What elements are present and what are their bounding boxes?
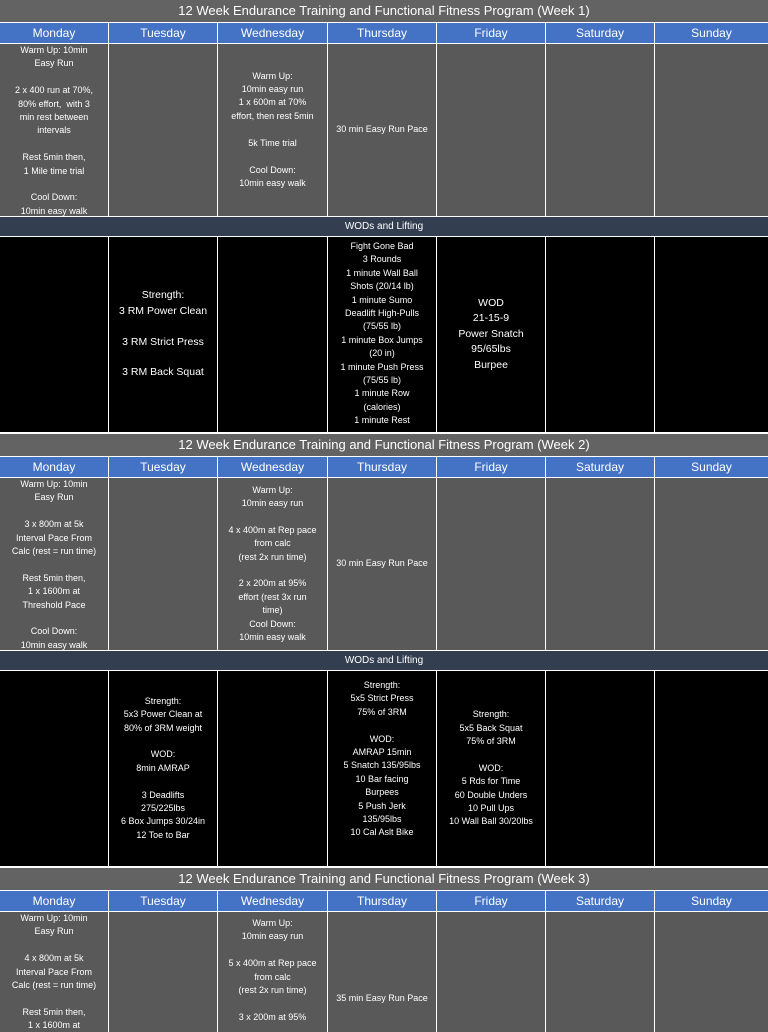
wods-lifting-header: WODs and Lifting xyxy=(0,650,768,671)
cardio-cell-sunday xyxy=(655,478,768,650)
lifting-cell-tuesday: Strength: 5x3 Power Clean at 80% of 3RM weight WOD: 8min AMRAP 3 Deadlifts 275/225lbs 6 Box Jumps 30/24in 12 Toe to Bar xyxy=(109,671,218,866)
cardio-row xyxy=(0,912,768,1032)
week-1 xyxy=(0,0,768,432)
cardio-cell-friday xyxy=(437,44,546,216)
day-monday: Monday xyxy=(0,457,109,477)
cardio-cell-monday: Warm Up: 10min Easy Run 4 x 800m at 5k Interval Pace From Calc (rest = run time) Rest 5min then, 1 x 1600m at xyxy=(0,912,109,1032)
cardio-cell-tuesday xyxy=(109,478,218,650)
lifting-cell-monday xyxy=(0,671,109,866)
day-friday: Friday xyxy=(437,23,546,43)
week-title: 12 Week Endurance Training and Functional Fitness Program (Week 2) xyxy=(0,434,768,457)
lifting-cell-tuesday: Strength: 3 RM Power Clean 3 RM Strict Press 3 RM Back Squat xyxy=(109,237,218,432)
week-title: 12 Week Endurance Training and Functional Fitness Program (Week 3) xyxy=(0,868,768,891)
day-tuesday: Tuesday xyxy=(109,23,218,43)
cardio-cell-thursday: 35 min Easy Run Pace xyxy=(328,912,437,1032)
day-wednesday: Wednesday xyxy=(218,23,328,43)
lifting-cell-sunday xyxy=(655,237,768,432)
week-2 xyxy=(0,434,768,866)
day-sunday: Sunday xyxy=(655,23,768,43)
day-header-row xyxy=(0,891,768,912)
lifting-row xyxy=(0,671,768,866)
day-thursday: Thursday xyxy=(328,891,437,911)
cardio-cell-tuesday xyxy=(109,912,218,1032)
cardio-cell-tuesday xyxy=(109,44,218,216)
cardio-cell-sunday xyxy=(655,912,768,1032)
day-thursday: Thursday xyxy=(328,23,437,43)
day-friday: Friday xyxy=(437,457,546,477)
cardio-cell-friday xyxy=(437,478,546,650)
week-title: 12 Week Endurance Training and Functional Fitness Program (Week 1) xyxy=(0,0,768,23)
cardio-row xyxy=(0,44,768,216)
cardio-cell-wednesday: Warm Up: 10min easy run 5 x 400m at Rep pace from calc (rest 2x run time) 3 x 200m at 95% xyxy=(218,912,328,1032)
lifting-cell-wednesday xyxy=(218,237,328,432)
day-friday: Friday xyxy=(437,891,546,911)
lifting-row xyxy=(0,237,768,432)
day-header-row xyxy=(0,457,768,478)
cardio-cell-sunday xyxy=(655,44,768,216)
lifting-cell-monday xyxy=(0,237,109,432)
week-3 xyxy=(0,868,768,1032)
lifting-cell-thursday: Strength: 5x5 Strict Press 75% of 3RM WOD: AMRAP 15min 5 Snatch 135/95lbs 10 Bar facing Burpees 5 Push Jerk 135/95lbs 10 Cal Aslt Bike xyxy=(328,671,437,866)
cardio-cell-saturday xyxy=(546,478,655,650)
day-saturday: Saturday xyxy=(546,23,655,43)
day-sunday: Sunday xyxy=(655,891,768,911)
day-monday: Monday xyxy=(0,23,109,43)
cardio-cell-saturday xyxy=(546,912,655,1032)
day-sunday: Sunday xyxy=(655,457,768,477)
cardio-cell-monday: Warm Up: 10min Easy Run 3 x 800m at 5k Interval Pace From Calc (rest = run time) Rest 5min then, 1 x 1600m at Threshold Pace Cool Down: 10min easy walk xyxy=(0,478,109,650)
lifting-cell-saturday xyxy=(546,671,655,866)
lifting-cell-friday: WOD 21-15-9 Power Snatch 95/65lbs Burpee xyxy=(437,237,546,432)
lifting-cell-friday: Strength: 5x5 Back Squat 75% of 3RM WOD: 5 Rds for Time 60 Double Unders 10 Pull Ups 10 Wall Ball 30/20lbs xyxy=(437,671,546,866)
cardio-cell-thursday: 30 min Easy Run Pace xyxy=(328,44,437,216)
day-header-row xyxy=(0,23,768,44)
cardio-cell-friday xyxy=(437,912,546,1032)
day-monday: Monday xyxy=(0,891,109,911)
cardio-cell-wednesday: Warm Up: 10min easy run 4 x 400m at Rep pace from calc (rest 2x run time) 2 x 200m at 95% effort (rest 3x run time) Cool Down: 10min easy walk xyxy=(218,478,328,650)
wods-lifting-header: WODs and Lifting xyxy=(0,216,768,237)
day-tuesday: Tuesday xyxy=(109,457,218,477)
cardio-cell-thursday: 30 min Easy Run Pace xyxy=(328,478,437,650)
lifting-cell-thursday: Fight Gone Bad 3 Rounds 1 minute Wall Ball Shots (20/14 lb) 1 minute Sumo Deadlift High-Pulls (75/55 lb) 1 minute Box Jumps (20 in) 1 minute Push Press (75/55 lb) 1 minute Row (calories) 1 minute Rest xyxy=(328,237,437,432)
day-saturday: Saturday xyxy=(546,457,655,477)
cardio-row xyxy=(0,478,768,650)
cardio-cell-saturday xyxy=(546,44,655,216)
cardio-cell-wednesday: Warm Up: 10min easy run 1 x 600m at 70% effort, then rest 5min 5k Time trial Cool Down: 10min easy walk xyxy=(218,44,328,216)
day-wednesday: Wednesday xyxy=(218,457,328,477)
lifting-cell-wednesday xyxy=(218,671,328,866)
cardio-cell-monday: Warm Up: 10min Easy Run 2 x 400 run at 70%, 80% effort, with 3 min rest between intervals Rest 5min then, 1 Mile time trial Cool Down: 10min easy walk xyxy=(0,44,109,216)
day-wednesday: Wednesday xyxy=(218,891,328,911)
day-tuesday: Tuesday xyxy=(109,891,218,911)
lifting-cell-sunday xyxy=(655,671,768,866)
day-thursday: Thursday xyxy=(328,457,437,477)
lifting-cell-saturday xyxy=(546,237,655,432)
day-saturday: Saturday xyxy=(546,891,655,911)
